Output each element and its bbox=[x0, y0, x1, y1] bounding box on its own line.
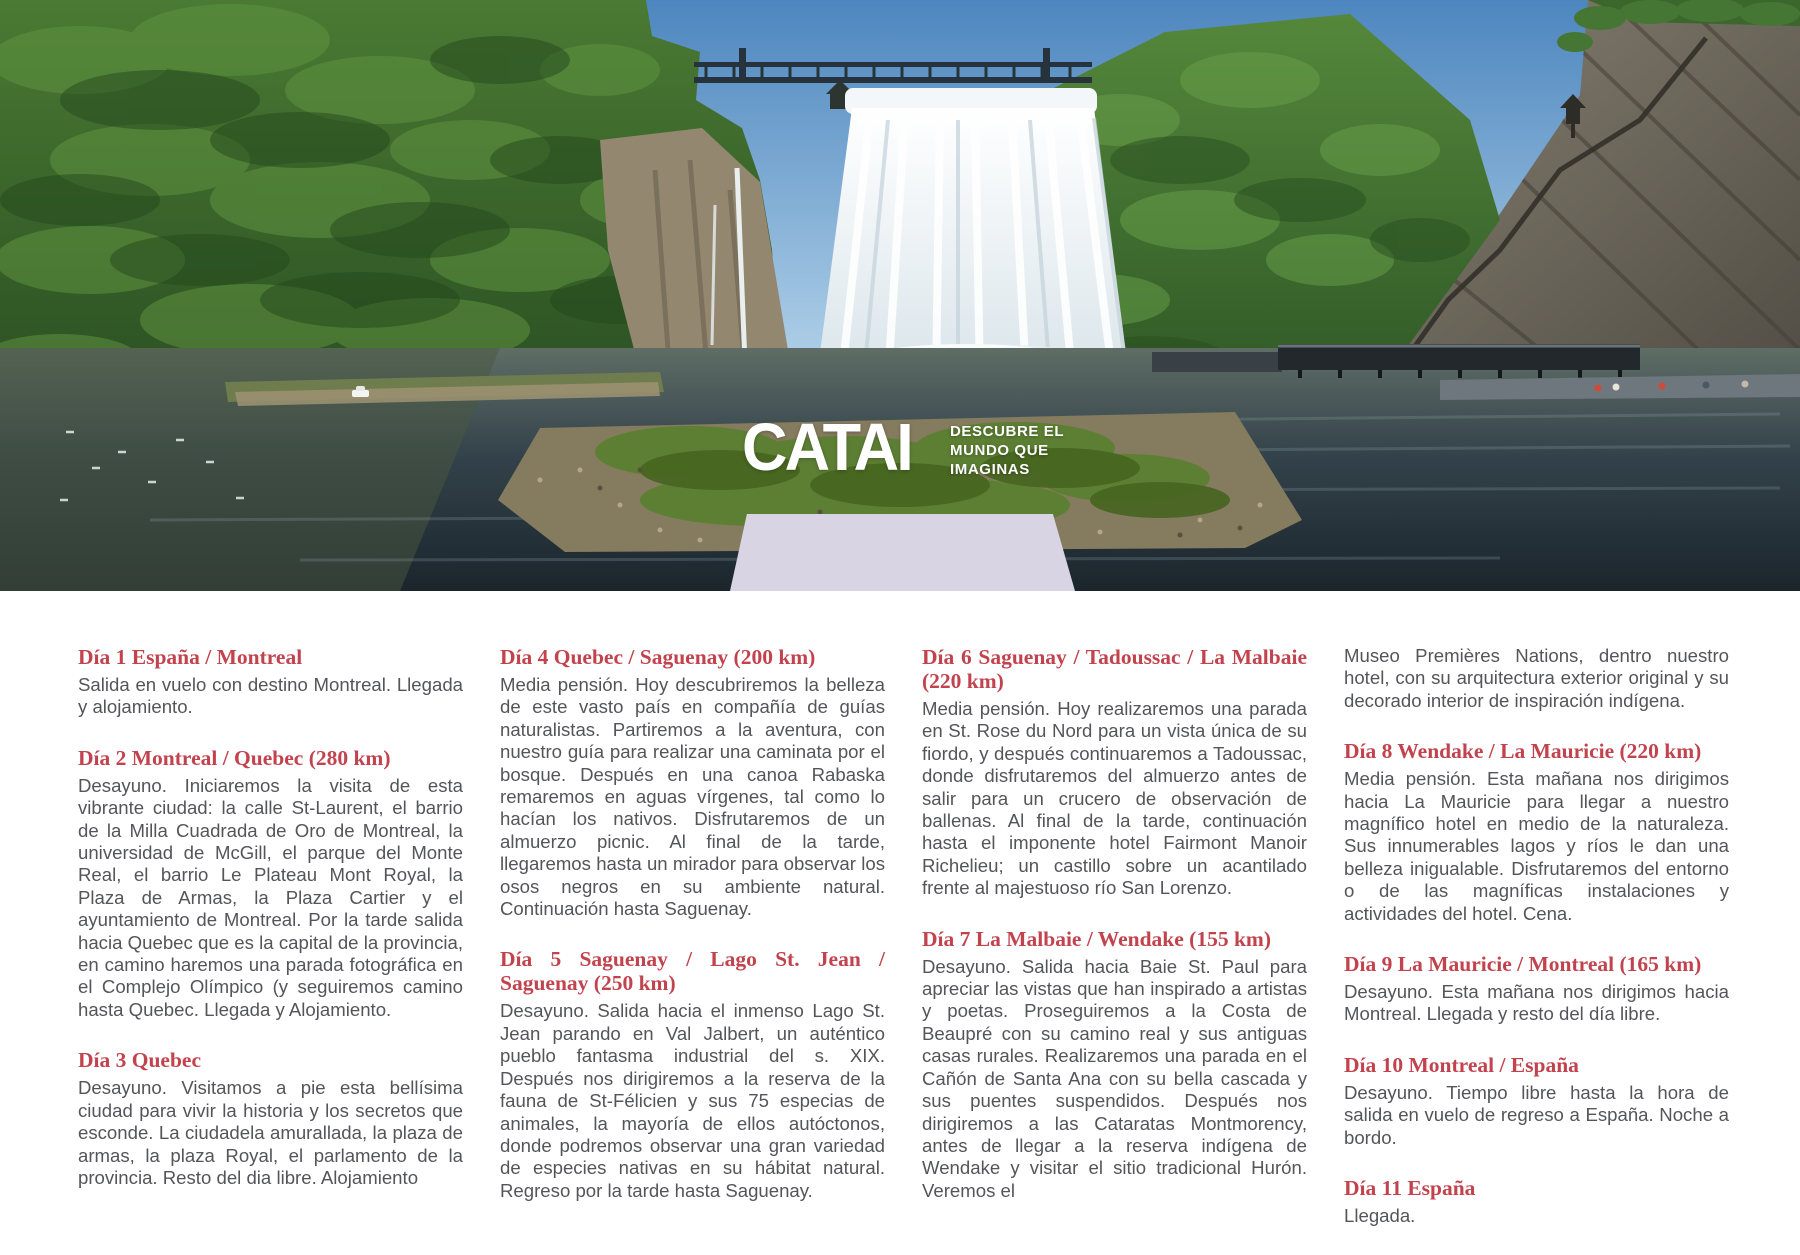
day-1-title: Día 1 España / Montreal bbox=[78, 645, 303, 669]
day-1-body: Salida en vuelo con destino Montreal. Llegada y alojamiento. bbox=[78, 674, 463, 718]
day-4-title: Día 4 Quebec / Saguenay (200 km) bbox=[500, 645, 816, 669]
day-10-title: Día 10 Montreal / España bbox=[1344, 1052, 1579, 1077]
day-7-continuation-body: Museo Premières Nations, dentro nuestro hotel, con su arquitectura exterior original y su decorado interior de inspiración indígena. bbox=[1344, 645, 1729, 711]
day-11-title: Día 11 España bbox=[1344, 1176, 1476, 1201]
day-7-body: Desayuno. Salida hacia Baie St. Paul para apreciar las vistas que han inspirado a artistas y poetas. Proseguiremos a la Costa de Beaupré con su camino real y sus antiguas casas rurales. Realizaremos una parada en el Cañón de Santa Ana con su bella cascada y sus puentes suspendidos. Después nos dirigiremos a las Cataratas Montmorency, antes de llegar a la reserva indígena de Wendake y visitar el sitio tradicional Hurón. Veremos el bbox=[922, 955, 1307, 1201]
day-9 bbox=[1344, 952, 1729, 1026]
day-2-body: Desayuno. Iniciaremos la visita de esta vibrante ciudad: la calle St-Laurent, el barrio de la Milla Cuadrada de Oro de Montreal, la universidad de McGill, el parque del Monte Real, el barrio Le Plateau Mont Royal, la Plaza de Armas, la Plaza Cartier y el ayuntamiento de Montreal. Por la tarde salida hacia Quebec que es la capital de la provincia, en camino haremos una parada fotográfica en el Complejo Olímpico (y seguiremos camino hasta Quebec. Llegada y Alojamiento. bbox=[78, 774, 463, 1020]
day-6-body: Media pensión. Hoy realizaremos una parada en St. Rose du Nord para un vista única de su fiordo, y después continuaremos a Tadoussac, donde disfrutaremos del almuerzo antes de salir para un crucero de observación de ballenas. Al final de la tarde, continuación hasta el imponente hotel Fairmont Manoir Richelieu; un castillo sobre un acantilado frente al majestuoso río San Lorenzo. bbox=[922, 698, 1307, 899]
day-4 bbox=[500, 645, 885, 920]
day-4-body: Media pensión. Hoy descubriremos la belleza de este vasto país en compañía de guías naturalistas. Partiremos a la aventura, con nuestro guía para realizar una caminata por el bosque. Después en una canoa Rabaska remaremos en aguas vírgenes, tal como lo hacían los nativos. Disfrutaremos de un almuerzo picnic. Al final de la tarde, llegaremos hasta un mirador para observar los osos negros en su ambiente natural. Continuación hasta Saguenay. bbox=[500, 674, 885, 920]
day-6 bbox=[922, 645, 1307, 900]
hero-photo bbox=[0, 0, 1800, 591]
tagline-line-1: DESCUBRE EL bbox=[950, 423, 1065, 440]
day-9-title: Día 9 La Mauricie / Montreal (165 km) bbox=[1344, 952, 1702, 977]
day-7-title: Día 7 La Malbaie / Wendake (155 km) bbox=[922, 926, 1271, 951]
day-10 bbox=[1344, 1053, 1729, 1149]
day-2-title: Día 2 Montreal / Quebec (280 km) bbox=[78, 745, 391, 770]
day-3-title: Día 3 Quebec bbox=[78, 1048, 202, 1073]
day-5 bbox=[500, 947, 885, 1202]
day-11 bbox=[1344, 1176, 1729, 1227]
itinerary-column-3 bbox=[922, 645, 1307, 1255]
day-3-body: Desayuno. Visitamos a pie esta bellísima ciudad para vivir la historia y los secretos que esconde. La ciudadela amurallada, la plaza de armas, la plaza Royal, el parlamento de la provincia. Resto del dia libre. Alojamiento bbox=[78, 1077, 463, 1188]
day-5-body: Desayuno. Salida hacia el inmenso Lago St. Jean parando en Val Jalbert, un auténtico pueblo fantasma industrial del s. XIX. Después nos dirigiremos a la reserva de la fauna de St-Félicien y sus 75 especias de animales, la mayoría de ellos autóctonos, donde podremos observar una gran variedad de especies nativas en su hábitat natural. Regreso por la tarde hasta Saguenay. bbox=[500, 1000, 885, 1201]
itinerary-columns bbox=[78, 645, 1728, 1255]
day-1 bbox=[78, 645, 463, 719]
itinerary-column-4 bbox=[1344, 645, 1729, 1255]
day-7 bbox=[922, 927, 1307, 1202]
catai-wordmark: CATAI bbox=[742, 410, 911, 485]
day-2 bbox=[78, 746, 463, 1021]
lavender-trapezoid bbox=[730, 514, 1075, 591]
day-8 bbox=[1344, 739, 1729, 925]
day-5-title: Día 5 Saguenay / Lago St. Jean / Saguenay (250 km) bbox=[500, 947, 885, 996]
day-8-title: Día 8 Wendake / La Mauricie (220 km) bbox=[1344, 739, 1702, 764]
tagline-line-2: MUNDO QUE bbox=[950, 442, 1049, 459]
tagline-line-3: IMAGINAS bbox=[950, 461, 1030, 478]
itinerary-column-2 bbox=[500, 645, 885, 1255]
day-9-body: Desayuno. Esta mañana nos dirigimos hacia Montreal. Llegada y resto del día libre. bbox=[1344, 981, 1729, 1025]
day-3 bbox=[78, 1048, 463, 1189]
day-11-body: Llegada. bbox=[1344, 1205, 1416, 1227]
day-10-body: Desayuno. Tiempo libre hasta la hora de salida en vuelo de regreso a España. Noche a bordo. bbox=[1344, 1081, 1729, 1148]
day-7-continuation bbox=[1344, 645, 1729, 712]
itinerary-column-1 bbox=[78, 645, 463, 1255]
catai-tagline bbox=[950, 422, 1064, 479]
catai-logo bbox=[742, 410, 1162, 488]
day-8-body: Media pensión. Esta mañana nos dirigimos hacia La Mauricie para llegar a nuestro magnífico hotel en medio de la naturaleza. Sus innumerables lagos y ríos le dan una belleza inigualable. Disfrutaremos del entorno o de las magníficas instalaciones y actividades del hotel. Cena. bbox=[1344, 768, 1729, 924]
day-6-title: Día 6 Saguenay / Tadoussac / La Malbaie (220 km) bbox=[922, 645, 1307, 693]
waterfall-photo-svg bbox=[0, 0, 1800, 591]
